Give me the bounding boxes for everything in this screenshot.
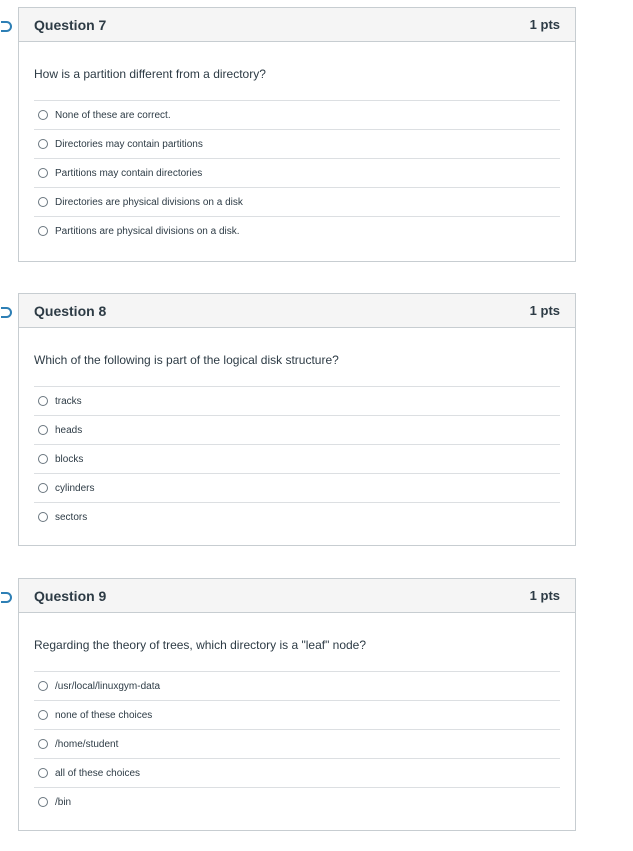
answer-label: tracks [55,395,82,407]
answer-label: Partitions may contain directories [55,167,203,179]
answer-option[interactable] [34,187,560,216]
flag-question-icon[interactable] [1,307,12,318]
answer-option[interactable] [34,758,560,787]
answer-option[interactable] [34,473,560,502]
flag-question-icon[interactable] [1,21,12,32]
answer-list [34,100,560,245]
question-8 [18,293,576,546]
answer-option[interactable] [34,216,560,245]
answer-option[interactable] [34,502,560,531]
answer-label: blocks [55,453,84,465]
radio-button[interactable] [38,739,48,749]
radio-button[interactable] [38,512,48,522]
question-title: Question 8 [34,302,107,319]
question-7 [18,7,576,262]
answer-option[interactable] [34,415,560,444]
question-body [19,42,575,245]
radio-button[interactable] [38,139,48,149]
radio-button[interactable] [38,396,48,406]
answer-list [34,386,560,531]
radio-button[interactable] [38,168,48,178]
radio-button[interactable] [38,110,48,120]
answer-label: none of these choices [55,709,153,721]
question-header [19,8,575,42]
answer-label: all of these choices [55,767,141,779]
answer-label: Directories may contain partitions [55,138,203,150]
question-text: Which of the following is part of the logical disk structure? [34,353,339,367]
answer-label: heads [55,424,83,436]
answer-label: /usr/local/linuxgym-data [55,680,161,692]
answer-option[interactable] [34,158,560,187]
radio-button[interactable] [38,226,48,236]
question-body [19,613,575,816]
flag-question-icon[interactable] [1,592,12,603]
radio-button[interactable] [38,425,48,435]
answer-option[interactable] [34,444,560,473]
radio-button[interactable] [38,797,48,807]
question-text: How is a partition different from a directory? [34,67,266,81]
radio-button[interactable] [38,454,48,464]
answer-option[interactable] [34,671,560,700]
radio-button[interactable] [38,681,48,691]
answer-list [34,671,560,816]
answer-label: Directories are physical divisions on a disk [55,196,243,208]
question-title: Question 7 [34,16,107,33]
question-points: 1 pts [529,303,560,318]
question-header [19,579,575,613]
question-points: 1 pts [529,17,560,32]
radio-button[interactable] [38,197,48,207]
answer-label: Partitions are physical divisions on a disk. [55,225,240,237]
answer-label: cylinders [55,482,95,494]
answer-option[interactable] [34,700,560,729]
answer-option[interactable] [34,129,560,158]
answer-label: /home/student [55,738,119,750]
radio-button[interactable] [38,483,48,493]
question-text: Regarding the theory of trees, which directory is a "leaf" node? [34,638,367,652]
question-body [19,328,575,531]
answer-option[interactable] [34,787,560,816]
answer-option[interactable] [34,100,560,129]
answer-label: /bin [55,796,72,808]
question-title: Question 9 [34,587,107,604]
question-9 [18,578,576,831]
answer-label: None of these are correct. [55,109,171,121]
answer-label: sectors [55,511,88,523]
answer-option[interactable] [34,386,560,415]
question-header [19,294,575,328]
radio-button[interactable] [38,710,48,720]
question-points: 1 pts [529,588,560,603]
radio-button[interactable] [38,768,48,778]
answer-option[interactable] [34,729,560,758]
